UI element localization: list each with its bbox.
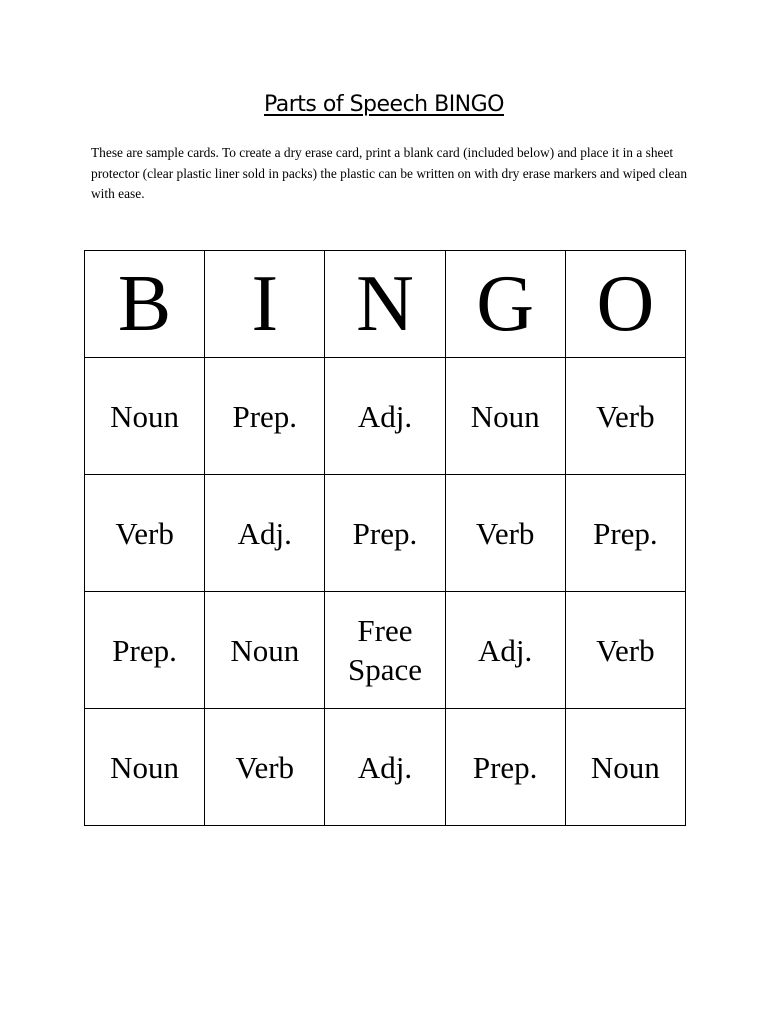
- bingo-cell: Adj.: [445, 592, 565, 709]
- bingo-cell: Verb: [445, 475, 565, 592]
- bingo-cell: Prep.: [85, 592, 205, 709]
- bingo-cell: Adj.: [325, 709, 445, 826]
- bingo-header-letter: O: [565, 251, 685, 358]
- bingo-free-space-cell: Free Space: [325, 592, 445, 709]
- bingo-row: [85, 358, 686, 475]
- bingo-header-row: [85, 251, 686, 358]
- bingo-header-letter: B: [85, 251, 205, 358]
- bingo-cell: Noun: [85, 709, 205, 826]
- bingo-header-letter: N: [325, 251, 445, 358]
- bingo-header-letter: G: [445, 251, 565, 358]
- bingo-cell: Prep.: [445, 709, 565, 826]
- intro-paragraph: These are sample cards. To create a dry erase card, print a blank card (included below) and place it in a sheet protector (clear plastic liner sold in packs) the plastic can be written on with dry erase markers and wiped clean with ease.: [91, 145, 688, 201]
- bingo-header-letter: I: [205, 251, 325, 358]
- bingo-cell: Prep.: [565, 475, 685, 592]
- bingo-cell: Adj.: [325, 358, 445, 475]
- bingo-cell: Noun: [565, 709, 685, 826]
- bingo-cell: Verb: [85, 475, 205, 592]
- bingo-cell: Verb: [565, 592, 685, 709]
- bingo-row: [85, 475, 686, 592]
- bingo-cell: Prep.: [325, 475, 445, 592]
- bingo-cell: Adj.: [205, 475, 325, 592]
- bingo-row: [85, 709, 686, 826]
- bingo-cell: Verb: [565, 358, 685, 475]
- bingo-cell: Noun: [445, 358, 565, 475]
- bingo-cell: Noun: [205, 592, 325, 709]
- bingo-cell: Verb: [205, 709, 325, 826]
- bingo-cell: Noun: [85, 358, 205, 475]
- bingo-row: [85, 592, 686, 709]
- page-title: Parts of Speech BINGO: [263, 92, 505, 117]
- bingo-card: [84, 250, 686, 826]
- bingo-cell: Prep.: [205, 358, 325, 475]
